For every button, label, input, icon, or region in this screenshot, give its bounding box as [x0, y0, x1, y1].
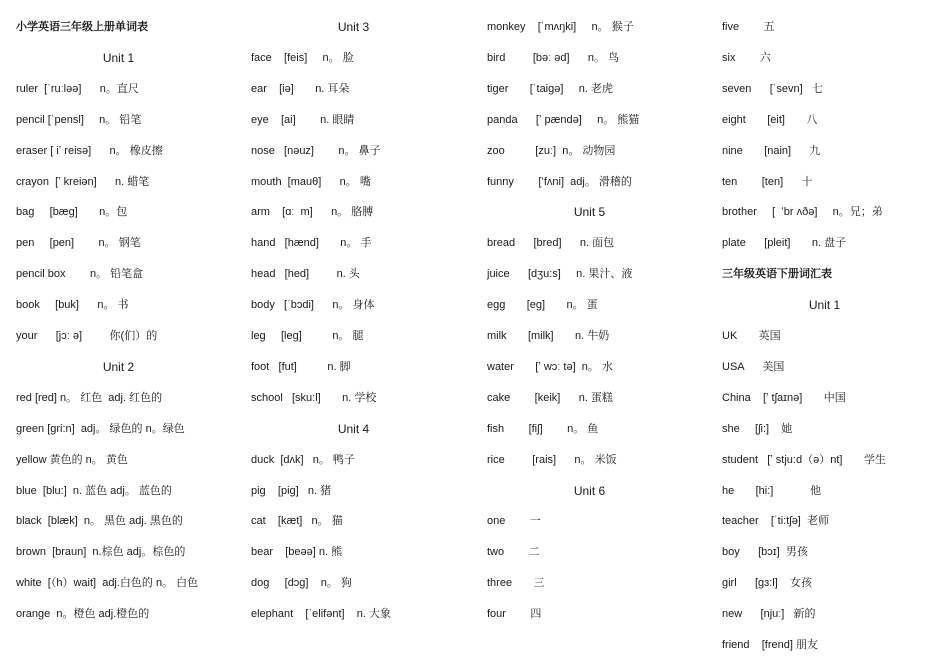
- vocab-entry: teacher [ˈti:tʃə] 老师: [722, 515, 829, 528]
- vocab-entry: rice [rais] n。 米饭: [487, 453, 617, 466]
- vocab-entry: bear [beəə] n. 熊: [251, 546, 343, 559]
- vocab-entry: egg [eg] n。 蛋: [487, 299, 598, 312]
- vocab-entry: ruler [ˈruːləə] n。直尺: [16, 82, 139, 95]
- vocab-entry: white [（h）wait] adj.白色的 n。 白色: [16, 577, 199, 590]
- vocab-entry: two 二: [487, 546, 540, 559]
- vocab-entry: bread [bred] n. 面包: [487, 237, 615, 250]
- vocab-entry: school [sku:l] n. 学校: [251, 391, 377, 404]
- unit-heading: Unit 5: [573, 205, 606, 220]
- unit-heading: Unit 1: [808, 298, 841, 313]
- unit-heading: Unit 3: [337, 20, 370, 34]
- vocab-entry: mouth [mauθ] n。 嘴: [251, 175, 371, 188]
- vocab-entry: zoo [zuː] n。 动物园: [487, 144, 616, 157]
- vocab-entry: orange n。橙色 adj.橙色的: [16, 608, 150, 621]
- vocab-entry: red [red] n。 红色 adj. 红色的: [16, 391, 163, 404]
- vocab-entry: book [buk] n。 书: [16, 299, 129, 312]
- vocab-entry: eight [eit] 八: [722, 113, 818, 126]
- vocab-entry: ear [iə] n. 耳朵: [251, 82, 350, 95]
- vocab-entry: arm [ɑː m] n。 胳膊: [251, 206, 374, 219]
- vocab-entry: pencil [ˈpensl] n。 铅笔: [16, 113, 142, 126]
- vocab-entry: head [hed] n. 头: [251, 268, 360, 281]
- vocab-entry: brown [braun] n.棕色 adj。棕色的: [16, 546, 186, 559]
- vocab-entry: pig [pig] n. 猪: [251, 484, 332, 497]
- vocab-entry: monkey [ˈmʌŋki] n。 猴子: [487, 21, 634, 33]
- vocab-entry: hand [hænd] n。 手: [251, 237, 372, 250]
- vocab-entry: new [njuː] 新的: [722, 608, 816, 621]
- vocab-entry: crayon [ʼ kreiən] n. 蜡笔: [16, 175, 150, 188]
- vocab-entry: juice [dʒu:s] n. 果汁、液: [487, 268, 633, 281]
- vocab-entry: she [ʃi:] 她: [722, 422, 793, 435]
- vocab-entry: plate [pleit] n. 盘子: [722, 237, 847, 250]
- vocab-entry: milk [milk] n. 牛奶: [487, 330, 610, 342]
- vocab-entry: girl [gɜ:l] 女孩: [722, 577, 813, 590]
- unit-heading: Unit 6: [573, 483, 606, 498]
- vocab-entry: six 六: [722, 51, 771, 64]
- vocab-entry: pencil box n。 铅笔盒: [16, 268, 144, 281]
- vocab-entry: dog [dɔg] n。 狗: [251, 577, 352, 590]
- unit-heading: Unit 1: [102, 50, 135, 65]
- vocab-entry: panda [ʼ pændə] n。 熊猫: [487, 113, 640, 126]
- vocab-entry: duck [dʌk] n。 鸭子: [251, 453, 355, 466]
- vocab-entry: water [ʼ wɔː tə] n。 水: [487, 360, 613, 373]
- vocab-entry: cat [kæt] n。 猫: [251, 515, 343, 528]
- vocab-entry: nose [nəuz] n。 鼻子: [251, 144, 381, 157]
- vocab-entry: eraser [ iʼ reisə] n。 橡皮擦: [16, 144, 163, 157]
- vocab-entry: bird [bəː əd] n。 鸟: [487, 51, 620, 64]
- section-title: 三年级英语下册词汇表: [722, 268, 832, 281]
- vocab-entry: pen [pen] n。 钢笔: [16, 237, 141, 250]
- vocab-entry: face [feis] n。 脸: [251, 51, 354, 64]
- vocab-entry: seven [ˈsevn] 七: [722, 82, 823, 95]
- vocab-entry: student [ʼ stju:d（ə）nt] 学生: [722, 453, 886, 466]
- unit-heading: Unit 2: [102, 359, 135, 374]
- vocab-entry: bag [bæg] n。包: [16, 206, 128, 219]
- vocab-entry: yellow 黄色的 n。 黄色: [16, 453, 128, 466]
- vocab-entry: friend [frend] 朋友: [722, 639, 818, 651]
- vocab-entry: five 五: [722, 21, 775, 33]
- vocab-entry: brother [ ʻbr ʌðə] n。兄；弟: [722, 206, 883, 219]
- vocab-entry: your [jɔː ə] 你(们）的: [16, 330, 158, 342]
- vocab-entry: funny [ʻfʌni] adj。 滑稽的: [487, 175, 632, 188]
- vocab-entry: body [ˈbɔdi] n。 身体: [251, 299, 375, 312]
- vocab-entry: black [blæk] n。 黑色 adj. 黑色的: [16, 515, 183, 528]
- vocab-entry: green [gri:n] adj。 绿色的 n。绿色: [16, 422, 185, 435]
- vocab-entry: UK 英国: [722, 330, 781, 342]
- vocab-entry: blue [blu:] n. 蓝色 adj。 蓝色的: [16, 484, 172, 497]
- vocab-entry: boy [bɔɪ] 男孩: [722, 546, 808, 559]
- section-title: 小学英语三年级上册单词表: [16, 21, 148, 33]
- vocab-entry: fish [fiʃ] n。 鱼: [487, 422, 599, 435]
- unit-heading: Unit 4: [337, 421, 370, 436]
- vocab-entry: three 三: [487, 577, 545, 590]
- vocab-entry: eye [ai] n. 眼睛: [251, 113, 355, 126]
- vocab-entry: nine [nain] 九: [722, 144, 821, 157]
- vocab-entry: elephant [ˈelifənt] n. 大象: [251, 608, 392, 621]
- vocab-entry: China [ʼ tʃaɪnə] 中国: [722, 391, 846, 404]
- vocab-entry: he [hi:] 他: [722, 484, 822, 497]
- vocab-entry: cake [keik] n. 蛋糕: [487, 391, 613, 404]
- vocab-entry: four 四: [487, 608, 542, 621]
- vocab-entry: tiger [ˈtaigə] n. 老虎: [487, 82, 613, 95]
- vocab-entry: ten [ten] 十: [722, 175, 813, 188]
- vocab-entry: leg [leg] n。 腿: [251, 330, 364, 342]
- vocab-entry: one 一: [487, 515, 541, 528]
- vocab-entry: foot [fut] n. 脚: [251, 360, 351, 373]
- vocab-entry: USA 美国: [722, 360, 785, 373]
